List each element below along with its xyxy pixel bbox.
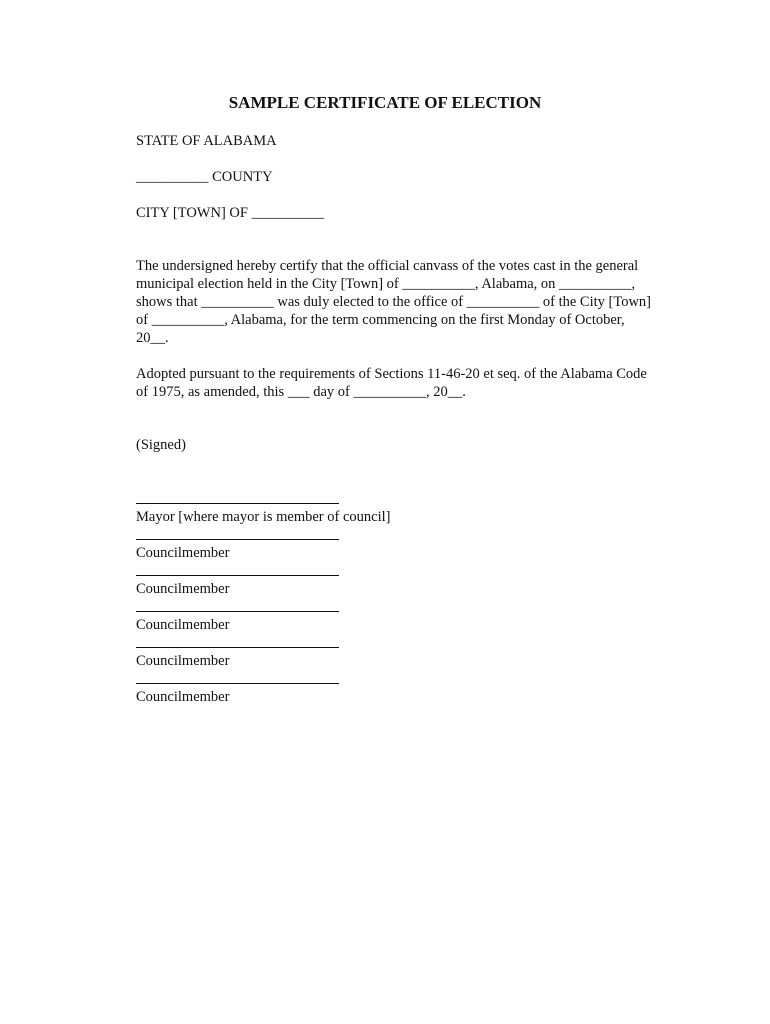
adoption-line: Adopted pursuant to the requirements of Sections 11-46-20 et seq. of the Alabama Code: [136, 366, 647, 382]
signature-line: [136, 683, 339, 684]
signature-block-councilmember: [136, 575, 396, 598]
county-line: __________ COUNTY: [136, 169, 273, 185]
certification-paragraph: [136, 257, 681, 347]
state-line: STATE OF ALABAMA: [136, 133, 277, 149]
signature-line: [136, 611, 339, 612]
signature-block-councilmember: [136, 539, 396, 562]
certification-line: of __________, Alabama, for the term commencing on the first Monday of October,: [136, 312, 625, 328]
certification-line: 20__.: [136, 330, 169, 346]
signature-label: Councilmember: [136, 653, 230, 669]
certification-line: The undersigned hereby certify that the official canvass of the votes cast in the general: [136, 258, 639, 274]
document-title: SAMPLE CERTIFICATE OF ELECTION: [228, 93, 542, 112]
signature-label: Councilmember: [136, 581, 230, 597]
signature-label: Councilmember: [136, 689, 230, 705]
signature-line: [136, 503, 339, 504]
adoption-paragraph: [136, 365, 681, 401]
signature-label: Councilmember: [136, 545, 230, 561]
signature-label: Councilmember: [136, 617, 230, 633]
signed-label: (Signed): [136, 437, 186, 453]
adoption-line: of 1975, as amended, this ___ day of __________, 20__.: [136, 384, 466, 400]
signature-line: [136, 647, 339, 648]
signature-block-councilmember: [136, 611, 396, 634]
signature-line: [136, 575, 339, 576]
certification-line: municipal election held in the City [Town] of __________, Alabama, on __________,: [136, 276, 636, 292]
signature-line: [136, 539, 339, 540]
city-line: CITY [TOWN] OF __________: [136, 205, 325, 221]
signature-label: Mayor [where mayor is member of council]: [136, 509, 391, 525]
signature-block-mayor: [136, 503, 396, 526]
signature-block-councilmember: [136, 683, 396, 706]
certification-line: shows that __________ was duly elected to the office of __________ of the City [Town]: [136, 294, 651, 310]
signature-block-councilmember: [136, 647, 396, 670]
